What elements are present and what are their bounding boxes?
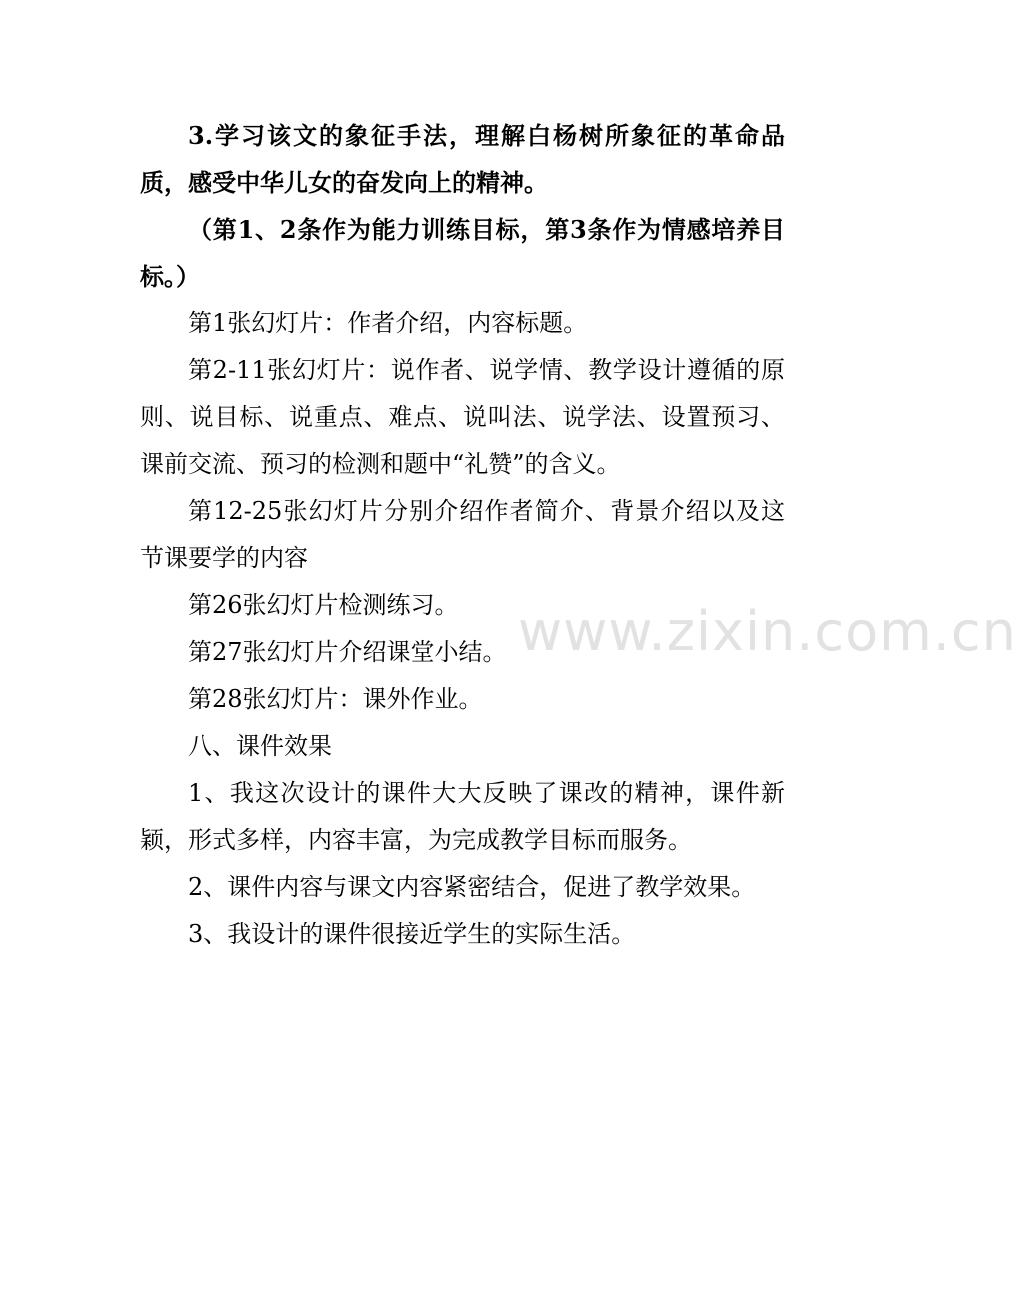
slide-28-paragraph: 第28张幻灯片：课外作业。 [188, 685, 483, 713]
document-body [140, 112, 785, 958]
effect-1-paragraph: 1、我这次设计的课件大大反映了课改的精神，课件新颖，形式多样，内容丰富，为完成教学目标而服务。 [140, 779, 785, 854]
watermark: www.zixin.com.cn [518, 600, 1017, 663]
objective-note-paragraph: （第1、2条作为能力训练目标，第3条作为情感培养目标。） [140, 215, 785, 291]
effect-3-paragraph: 3、我设计的课件很接近学生的实际生活。 [188, 920, 636, 948]
slide-1-paragraph: 第1张幻灯片：作者介绍，内容标题。 [188, 309, 588, 337]
slide-26-paragraph: 第26张幻灯片检测练习。 [188, 591, 459, 619]
objective-3-paragraph: 3.学习该文的象征手法，理解白杨树所象征的革命品质，感受中华儿女的奋发向上的精神。 [140, 121, 785, 197]
section-heading-effect: 八、课件效果 [188, 732, 332, 760]
slide-12-25-paragraph: 第12-25张幻灯片分别介绍作者简介、背景介绍以及这节课要学的内容 [140, 497, 785, 572]
slide-27-paragraph: 第27张幻灯片介绍课堂小结。 [188, 638, 507, 666]
effect-2-paragraph: 2、课件内容与课文内容紧密结合，促进了教学效果。 [188, 873, 756, 901]
slide-2-11-paragraph: 第2-11张幻灯片：说作者、说学情、教学设计遵循的原则、说目标、说重点、难点、说叫法、说学法、设置预习、课前交流、预习的检测和题中“礼赞”的含义。 [140, 356, 785, 478]
